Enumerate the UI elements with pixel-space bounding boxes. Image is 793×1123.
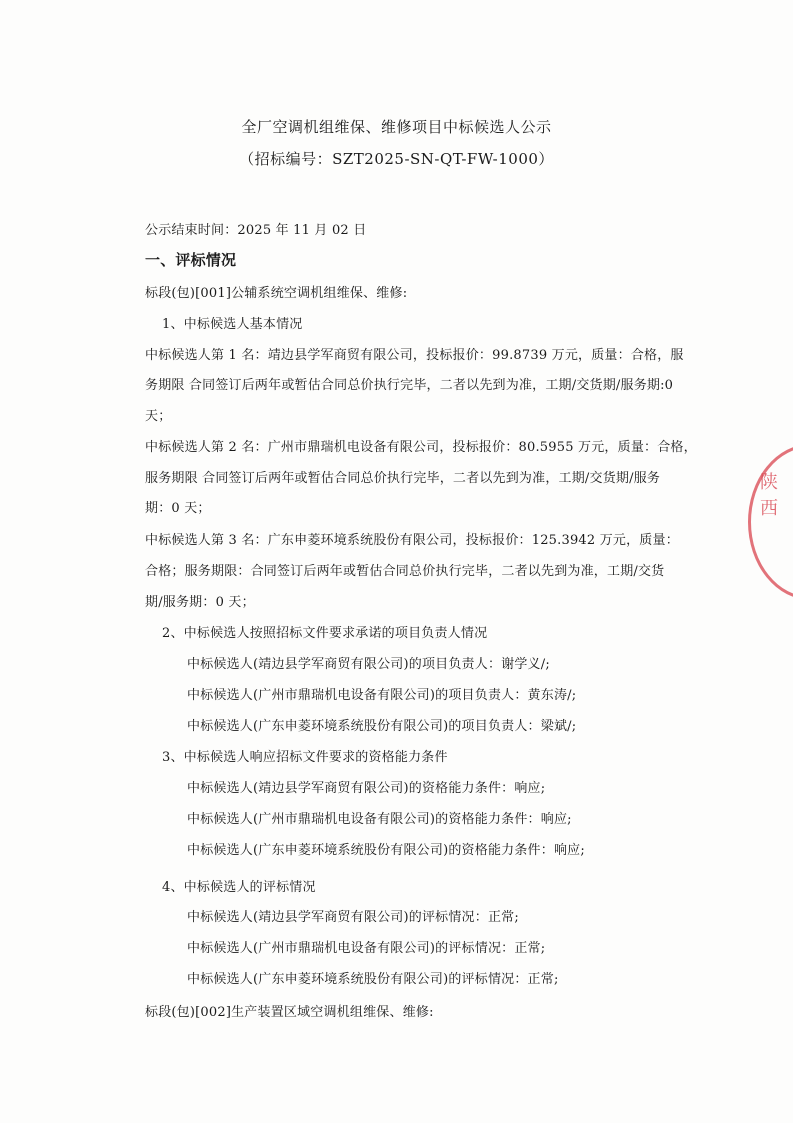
subheading-evaluation: 4、中标候选人的评标情况 [162,880,316,895]
pm-candidate2: 中标候选人(广州市鼎瑞机电设备有限公司)的项目负责人：黄东涛/; [187,688,577,703]
candidate1-line1: 中标候选人第 1 名：靖边县学军商贸有限公司，投标报价：99.8739 万元，质量：合格，服 [145,348,684,363]
lot2-title: 标段(包)[002]生产装置区域空调机组维保、维修: [145,1005,434,1020]
section-heading: 一、评标情况 [145,251,237,269]
candidate3-line1: 中标候选人第 3 名：广东申菱环境系统股份有限公司，投标报价：125.3942 万元，质量： [145,533,679,548]
eval-candidate3: 中标候选人(广东申菱环境系统股份有限公司)的评标情况：正常; [187,972,559,987]
document-title: 全厂空调机组维保、维修项目中标候选人公示 [241,118,552,136]
candidate1-line2: 务期限 合同签订后两年或暂估合同总价执行完毕，二者以先到为准，工期/交货期/服务期:0 [145,378,674,393]
subheading-qualification: 3、中标候选人响应招标文件要求的资格能力条件 [162,750,448,765]
candidate3-line2: 合格；服务期限：合同签订后两年或暂估合同总价执行完毕，二者以先到为准，工期/交货 [145,564,665,579]
qual-candidate3: 中标候选人(广东申菱环境系统股份有限公司)的资格能力条件：响应; [187,843,585,858]
eval-candidate1: 中标候选人(靖边县学军商贸有限公司)的评标情况：正常; [187,910,519,925]
candidate2-line1: 中标候选人第 2 名：广州市鼎瑞机电设备有限公司，投标报价：80.5955 万元，质量：合格， [145,440,697,455]
candidate2-line3: 期：0 天； [145,501,211,516]
qual-candidate2: 中标候选人(广州市鼎瑞机电设备有限公司)的资格能力条件：响应; [187,812,572,827]
candidate2-line2: 服务期限 合同签订后两年或暂估合同总价执行完毕，二者以先到为准，工期/交货期/服务 [145,471,661,486]
subheading-project-manager: 2、中标候选人按照招标文件要求承诺的项目负责人情况 [162,626,488,641]
official-seal [748,444,793,600]
official-seal-text: 陕西 [760,472,778,519]
pm-candidate3: 中标候选人(广东申菱环境系统股份有限公司)的项目负责人：梁斌/; [187,719,577,734]
candidate1-line3: 天； [145,409,172,424]
candidate3-line3: 期/服务期：0 天； [145,595,255,610]
end-time: 公示结束时间：2025 年 11 月 02 日 [145,223,367,238]
pm-candidate1: 中标候选人(靖边县学军商贸有限公司)的项目负责人：谢学义/; [187,657,550,672]
eval-candidate2: 中标候选人(广州市鼎瑞机电设备有限公司)的评标情况：正常; [187,941,546,956]
lot1-title: 标段(包)[001]公辅系统空调机组维保、维修: [145,286,408,301]
document-subtitle: （招标编号：SZT2025-SN-QT-FW-1000） [239,150,554,168]
qual-candidate1: 中标候选人(靖边县学军商贸有限公司)的资格能力条件：响应; [187,781,546,796]
subheading-basic-info: 1、中标候选人基本情况 [162,317,303,332]
